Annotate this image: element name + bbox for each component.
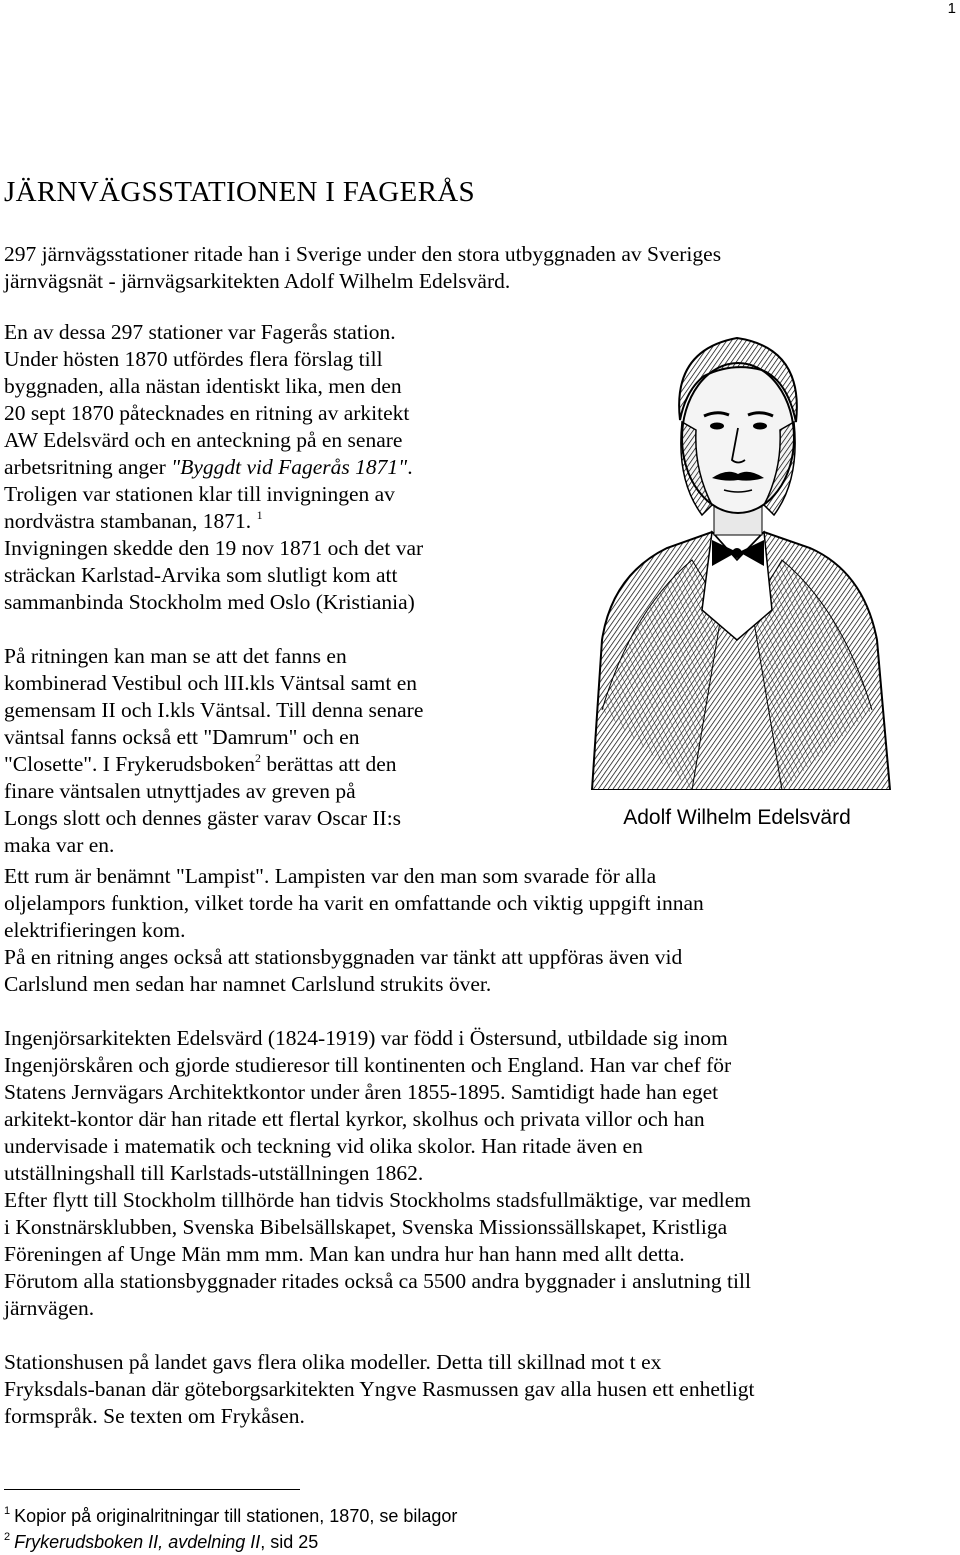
text-line: Invigningen skedde den 19 nov 1871 och det var bbox=[4, 536, 424, 560]
text-line: sammanbinda Stockholm med Oslo (Kristiania) bbox=[4, 590, 415, 614]
text-line: väntsal fanns också ett "Damrum" och en bbox=[4, 725, 360, 749]
text-line: Förutom alla stationsbyggnader ritades också ca 5500 andra byggnader i anslutning till bbox=[4, 1269, 751, 1293]
station-history-column bbox=[4, 319, 423, 859]
footnotes bbox=[4, 1503, 457, 1555]
text-line: gemensam II och I.kls Väntsal. Till denna senare bbox=[4, 698, 424, 722]
text-line: järnvägsnät - järnvägsarkitekten Adolf Wilhelm Edelsvärd. bbox=[4, 269, 511, 293]
text-line: Ett rum är benämnt "Lampist". Lampisten var den man som svarade för alla bbox=[4, 864, 657, 888]
text-line: AW Edelsvärd och en anteckning på en senare bbox=[4, 428, 403, 452]
footnote-ref: 2 bbox=[255, 751, 262, 765]
footnote-divider bbox=[4, 1489, 300, 1490]
portrait-caption: Adolf Wilhelm Edelsvärd bbox=[623, 806, 851, 829]
text-line: Ingenjörsarkitekten Edelsvärd (1824-1919) var född i Östersund, utbildade sig inom bbox=[4, 1026, 728, 1050]
station-models-paragraph bbox=[4, 1349, 755, 1430]
text-line: På ritningen kan man se att det fanns en bbox=[4, 644, 347, 668]
text-line: Stationshusen på landet gavs flera olika modeller. Detta till skillnad mot t ex bbox=[4, 1350, 662, 1374]
text-line: Troligen var stationen klar till invigningen av bbox=[4, 482, 395, 506]
text-line bbox=[4, 508, 423, 535]
text-line: finare väntsalen utnyttjades av greven på bbox=[4, 779, 356, 803]
quoted-inscription: "Byggdt vid Fagerås 1871" bbox=[171, 455, 408, 479]
text-line: oljelampors funktion, vilket torde ha varit en omfattande och viktig uppgift innan bbox=[4, 891, 704, 915]
text-line: utställningshall till Karlstads-utställningen 1862. bbox=[4, 1161, 424, 1185]
text-segment: berättas att den bbox=[261, 752, 397, 776]
footnote-number: 1 bbox=[4, 1505, 11, 1517]
text-line: Longs slott och dennes gäster varav Oscar II:s bbox=[4, 806, 402, 830]
text-segment: arbetsritning anger bbox=[4, 455, 172, 479]
text-line: Ingenjörskåren och gjorde studieresor till kontinenten och England. Han var chef för bbox=[4, 1053, 732, 1077]
footnote-1 bbox=[4, 1503, 457, 1529]
text-line: Under hösten 1870 utfördes flera förslag till bbox=[4, 347, 383, 371]
text-line: Efter flytt till Stockholm tillhörde han tidvis Stockholms stadsfullmäktige, var medlem bbox=[4, 1188, 752, 1212]
text-line: elektrifieringen kom. bbox=[4, 918, 186, 942]
page-title: JÄRNVÄGSSTATIONEN I FAGERÅS bbox=[4, 176, 475, 208]
text-line: sträckan Karlstad-Arvika som slutligt kom att bbox=[4, 563, 398, 587]
text-segment: nordvästra stambanan, 1871. bbox=[4, 509, 252, 533]
text-line: 297 järnvägsstationer ritade han i Sverige under den stora utbyggnaden av Sveriges bbox=[4, 242, 722, 266]
portrait-figure bbox=[572, 310, 902, 850]
blank-line bbox=[4, 616, 423, 643]
intro-paragraph bbox=[4, 241, 721, 295]
text-line bbox=[4, 454, 423, 481]
text-line: byggnaden, alla nästan identiskt lika, men den bbox=[4, 374, 402, 398]
footnote-ref: 1 bbox=[256, 508, 263, 522]
text-line: Statens Jernvägars Architektkontor under åren 1855-1895. Samtidigt hade han eget bbox=[4, 1080, 719, 1104]
text-line: maka var en. bbox=[4, 833, 115, 857]
text-line: kombinerad Vestibul och lII.kls Väntsal samt en bbox=[4, 671, 418, 695]
biography-paragraph bbox=[4, 1025, 751, 1322]
page-number: 1 bbox=[947, 0, 956, 17]
text-line: 20 sept 1870 påtecknades en ritning av arkitekt bbox=[4, 401, 410, 425]
text-line: Fryksdals-banan där göteborgsarkitekten Yngve Rasmussen gav alla husen ett enhetligt bbox=[4, 1377, 755, 1401]
text-line: undervisade i matematik och teckning vid olika skolor. Han ritade även en bbox=[4, 1134, 643, 1158]
footnote-text: , sid 25 bbox=[260, 1532, 319, 1552]
text-line: En av dessa 297 stationer var Fagerås station. bbox=[4, 320, 396, 344]
text-segment: "Closette". I Frykerudsboken bbox=[4, 752, 256, 776]
text-line bbox=[4, 751, 423, 778]
footnote-2 bbox=[4, 1529, 457, 1555]
text-line: i Konstnärsklubben, Svenska Bibelsällskapet, Svenska Missionssällskapet, Kristliga bbox=[4, 1215, 728, 1239]
footnote-number: 2 bbox=[4, 1531, 11, 1543]
lampist-paragraph bbox=[4, 863, 704, 998]
footnote-text: Kopior på originalritningar till stationen, 1870, se bilagor bbox=[14, 1506, 458, 1526]
text-line: formspråk. Se texten om Frykåsen. bbox=[4, 1404, 305, 1428]
text-line: Carlslund men sedan har namnet Carlslund strukits över. bbox=[4, 972, 492, 996]
portrait-engraving bbox=[572, 310, 902, 790]
text-segment: . bbox=[407, 455, 413, 479]
text-line: arkitekt-kontor där han ritade ett flertal kyrkor, skolhus och privata villor och han bbox=[4, 1107, 705, 1131]
text-line: Föreningen af Unge Män mm mm. Man kan undra hur han hann med allt detta. bbox=[4, 1242, 685, 1266]
text-line: järnvägen. bbox=[4, 1296, 95, 1320]
footnote-book-title: Frykerudsboken II, avdelning II bbox=[14, 1532, 261, 1552]
text-line: På en ritning anges också att stationsbyggnaden var tänkt att uppföras även vid bbox=[4, 945, 683, 969]
